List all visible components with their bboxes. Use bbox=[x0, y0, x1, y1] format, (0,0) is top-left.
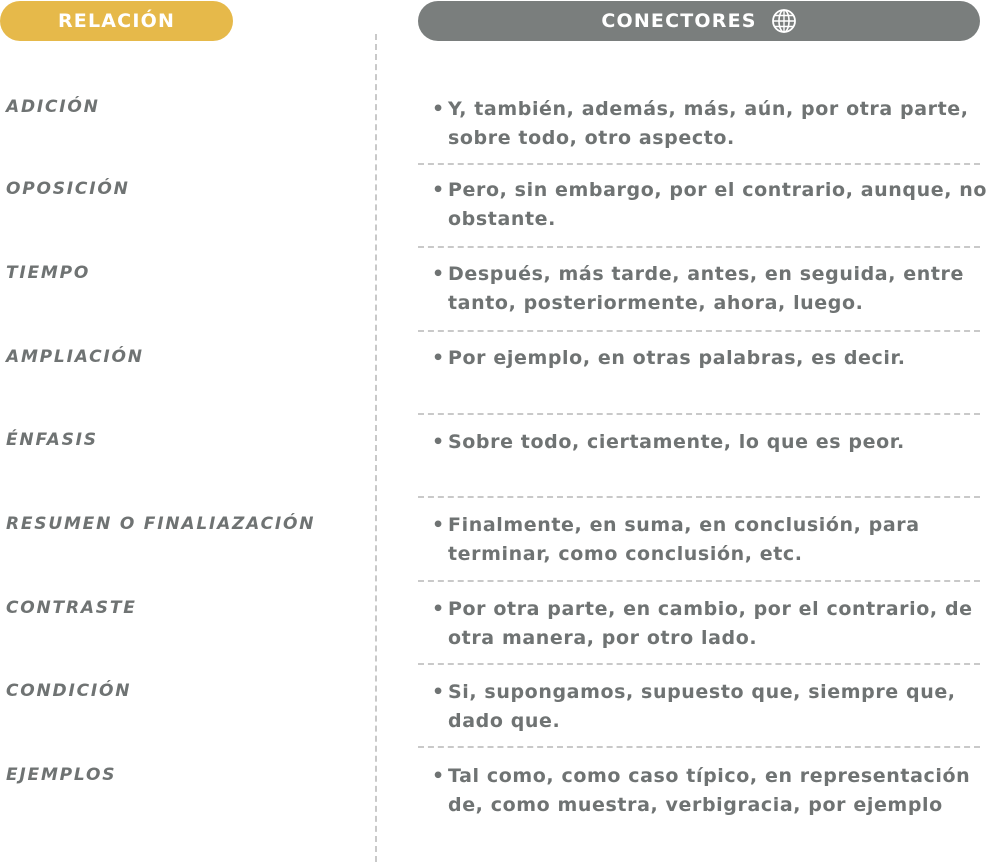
connectors-text-value: Por otra parte, en cambio, por el contrario, de otra manera, por otro lado. bbox=[448, 598, 973, 649]
connectors-text-value: Pero, sin embargo, por el contrario, aunque, no obstante. bbox=[448, 179, 988, 230]
connectors-text-value: Después, más tarde, antes, en seguida, entre tanto, posteriormente, ahora, luego. bbox=[448, 263, 964, 314]
relation-label: CONTRASTE bbox=[6, 598, 137, 618]
row-separator bbox=[418, 246, 980, 248]
connectors-text bbox=[432, 511, 988, 569]
connectors-text-value: Tal como, como caso típico, en representación de, como muestra, verbigracia, por ejemplo bbox=[448, 765, 971, 816]
bullet: • bbox=[432, 431, 445, 453]
connectors-header bbox=[418, 1, 980, 41]
relation-label: ADICIÓN bbox=[6, 97, 100, 117]
bullet: • bbox=[432, 765, 445, 787]
column-divider bbox=[375, 34, 377, 862]
bullet: • bbox=[432, 179, 445, 201]
connectors-text bbox=[432, 595, 988, 653]
connectors-text bbox=[432, 344, 988, 373]
relation-label: ÉNFASIS bbox=[6, 430, 98, 450]
connectors-text-value: Finalmente, en suma, en conclusión, para terminar, como conclusión, etc. bbox=[448, 514, 920, 565]
connectors-text bbox=[432, 428, 988, 457]
connectors-text bbox=[432, 176, 988, 234]
relation-label: OPOSICIÓN bbox=[6, 179, 130, 199]
relation-label: AMPLIACIÓN bbox=[6, 347, 144, 367]
connectors-text bbox=[432, 260, 988, 318]
connectors-text-value: Sobre todo, ciertamente, lo que es peor. bbox=[448, 431, 905, 453]
row-separator bbox=[418, 580, 980, 582]
relation-label: TIEMPO bbox=[6, 263, 91, 283]
relation-label: CONDICIÓN bbox=[6, 681, 132, 701]
relation-header bbox=[0, 1, 233, 41]
connectors-text-value: Y, también, además, más, aún, por otra parte, sobre todo, otro aspecto. bbox=[448, 98, 969, 149]
connectors-text bbox=[432, 95, 988, 153]
connectors-text-value: Por ejemplo, en otras palabras, es decir. bbox=[448, 347, 906, 369]
row-separator bbox=[418, 496, 980, 498]
row-separator bbox=[418, 746, 980, 748]
row-separator bbox=[418, 163, 980, 165]
relation-header-label: RELACIÓN bbox=[57, 10, 176, 32]
connectors-text bbox=[432, 762, 988, 820]
connectors-header-label: CONECTORES bbox=[601, 10, 757, 32]
connectors-text-value: Si, supongamos, supuesto que, siempre que, dado que. bbox=[448, 681, 956, 732]
globe-icon bbox=[771, 8, 797, 34]
row-separator bbox=[418, 330, 980, 332]
bullet: • bbox=[432, 98, 445, 120]
bullet: • bbox=[432, 347, 445, 369]
row-separator bbox=[418, 413, 980, 415]
bullet: • bbox=[432, 598, 445, 620]
relation-label: EJEMPLOS bbox=[6, 765, 117, 785]
bullet: • bbox=[432, 681, 445, 703]
bullet: • bbox=[432, 514, 445, 536]
row-separator bbox=[418, 663, 980, 665]
connectors-text bbox=[432, 678, 988, 736]
relation-label: RESUMEN O FINALIAZACIÓN bbox=[6, 514, 316, 534]
bullet: • bbox=[432, 263, 445, 285]
